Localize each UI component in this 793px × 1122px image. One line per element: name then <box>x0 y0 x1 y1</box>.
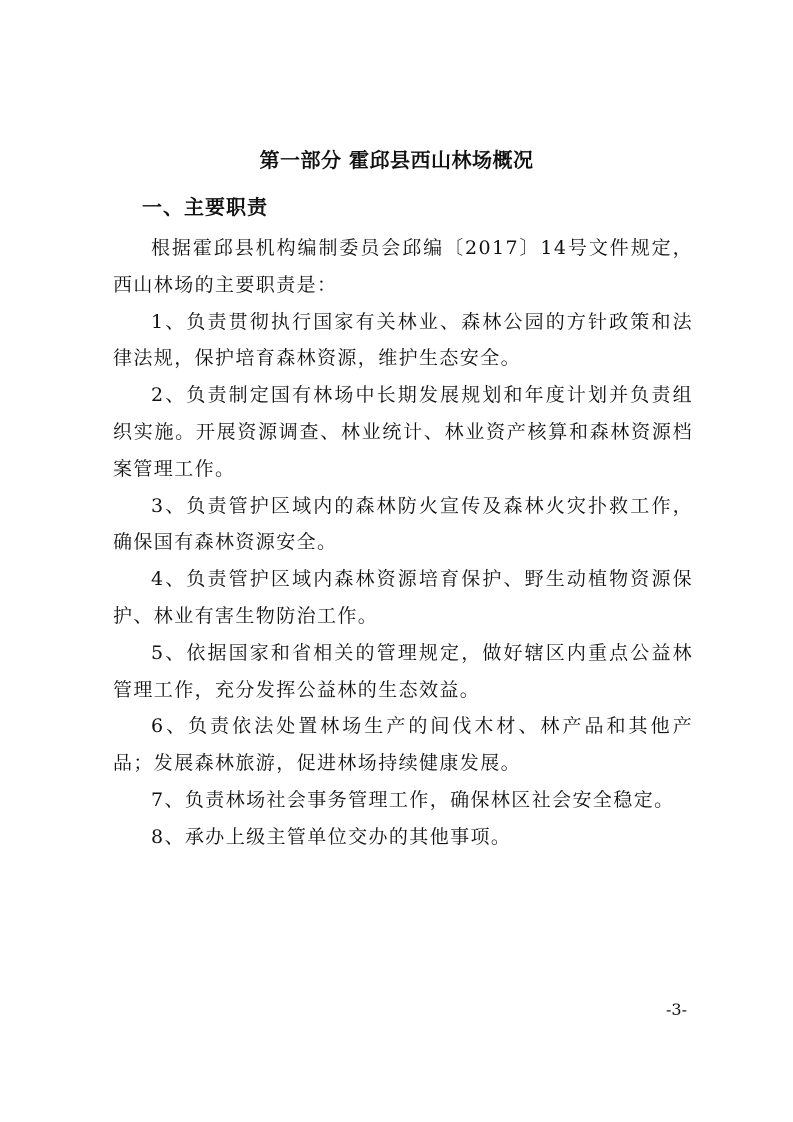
paragraph-duty-8: 8、承办上级主管单位交办的其他事项。 <box>151 825 512 848</box>
paragraph-intro: 根据霍邱县机构编制委员会邱编〔2017〕14号文件规定，西山林场的主要职责是： <box>113 237 693 296</box>
paragraph-duty-6: 6、负责依法处置林场生产的间伐木材、林产品和其他产品；发展森林旅游，促进林场持续健康发展。 <box>113 715 693 775</box>
document-body <box>113 230 693 856</box>
paragraph-duty-2: 2、负责制定国有林场中长期发展规划和年度计划并负责组织实施。开展资源调查、林业统计、林业资产核算和森林资源档案管理工作。 <box>113 384 693 480</box>
paragraph-duty-1: 1、负责贯彻执行国家有关林业、森林公园的方针政策和法律法规，保护培育森林资源，维护生态安全。 <box>113 310 693 370</box>
paragraph-duty-7: 7、负责林场社会事务管理工作，确保林区社会安全稳定。 <box>151 788 675 811</box>
paragraph-duty-4: 4、负责管护区域内森林资源培育保护、野生动植物资源保护、林业有害生物防治工作。 <box>113 568 693 627</box>
document-title: 第一部分 霍邱县西山林场概况 <box>259 148 534 172</box>
paragraph-duty-3: 3、负责管护区域内的森林防火宣传及森林火灾扑救工作，确保国有森林资源安全。 <box>113 494 693 554</box>
section-heading: 一、主要职责 <box>142 195 268 219</box>
paragraph-duty-5: 5、依据国家和省相关的管理规定，做好辖区内重点公益林管理工作，充分发挥公益林的生态效益。 <box>113 641 693 701</box>
page-number: -3- <box>666 1000 687 1019</box>
